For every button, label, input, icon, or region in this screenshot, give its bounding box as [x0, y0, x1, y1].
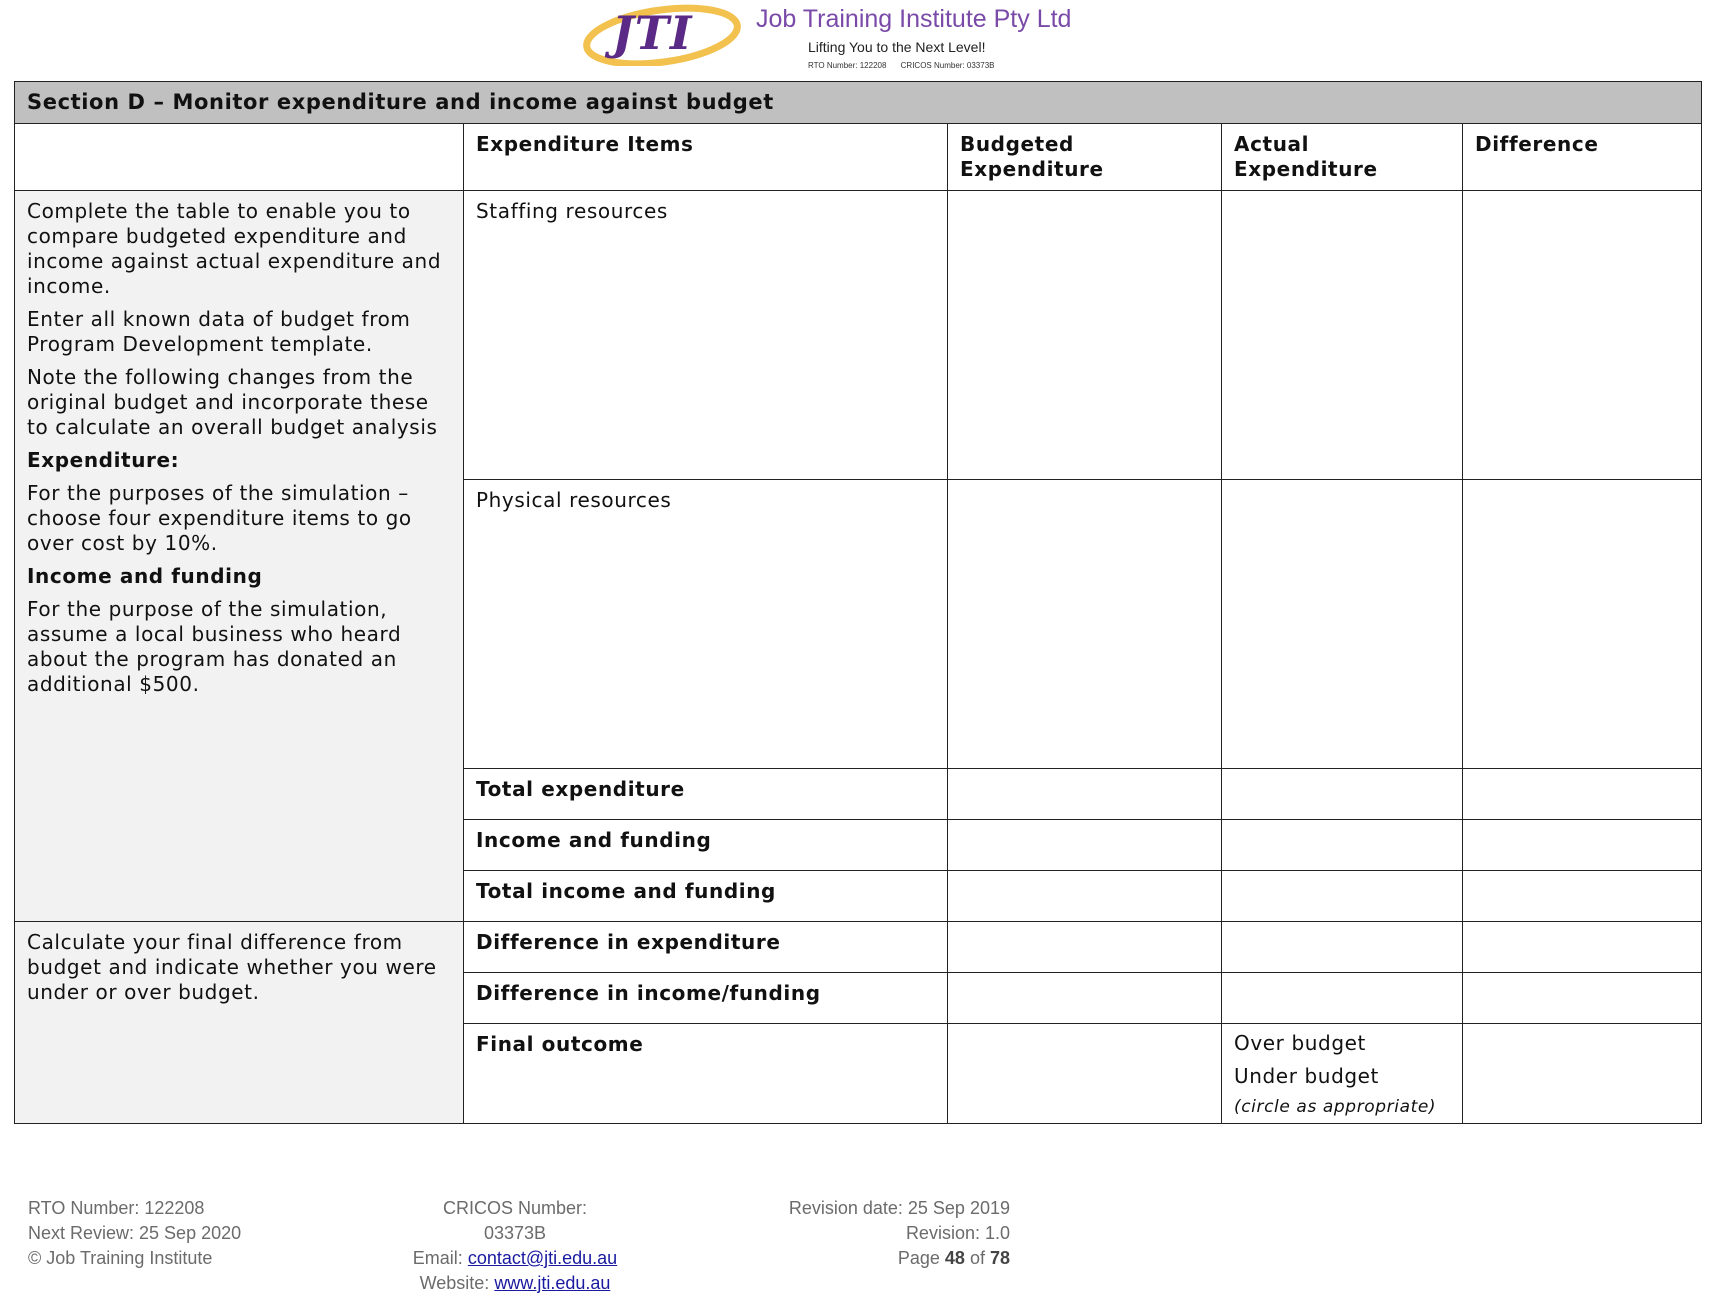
- final-instruction-cell: Calculate your final difference from budget and indicate whether you were under or over budget.: [15, 922, 464, 1124]
- expenditure-heading: Expenditure:: [27, 448, 180, 472]
- footer-revision: Revision: 1.0: [905, 1223, 1010, 1243]
- instruction-p3: Note the following changes from the original budget and incorporate these to calculate an overall budget analysis: [27, 365, 438, 439]
- total-income-budgeted-cell[interactable]: [948, 871, 1222, 922]
- col-header-budgeted: Budgeted Expenditure: [948, 124, 1222, 191]
- footer-col-left: [28, 1196, 241, 1271]
- income-actual-cell[interactable]: [1222, 820, 1463, 871]
- income-budgeted-cell[interactable]: [948, 820, 1222, 871]
- instruction-p2: Enter all known data of budget from Program Development template.: [27, 307, 411, 356]
- col-header-difference: Difference: [1463, 124, 1702, 191]
- over-budget-option[interactable]: Over budget: [1234, 1031, 1366, 1055]
- total-expenditure-budgeted-cell[interactable]: [948, 769, 1222, 820]
- section-title: Section D – Monitor expenditure and income against budget: [15, 82, 1702, 124]
- header-blank-cell: [15, 124, 464, 191]
- page-header: [0, 0, 1710, 80]
- final-outcome-options: [1222, 1024, 1463, 1124]
- email-link[interactable]: contact@jti.edu.au: [467, 1248, 618, 1268]
- physical-actual-cell[interactable]: [1222, 480, 1463, 769]
- row-label-income-funding: Income and funding: [464, 820, 948, 871]
- footer-page-number: Page 48 of 78: [897, 1248, 1010, 1268]
- col-header-actual: Actual Expenditure: [1222, 124, 1463, 191]
- rto-small: RTO Number: 122208: [808, 61, 887, 70]
- instructions-cell: [15, 191, 464, 922]
- row-label-diff-expenditure: Difference in expenditure: [464, 922, 948, 973]
- footer-website-line: Website: www.jti.edu.au: [419, 1273, 611, 1293]
- footer-revision-date: Revision date: 25 Sep 2019: [788, 1198, 1010, 1218]
- diff-expenditure-actual-cell[interactable]: [1222, 922, 1463, 973]
- total-expenditure-difference-cell[interactable]: [1463, 769, 1702, 820]
- col-header-items: Expenditure Items: [464, 124, 948, 191]
- footer-next-review: Next Review: 25 Sep 2020: [28, 1223, 242, 1243]
- logo-text: JTI: [612, 6, 693, 60]
- diff-income-difference-cell[interactable]: [1463, 973, 1702, 1024]
- under-budget-option[interactable]: Under budget: [1234, 1064, 1380, 1088]
- instruction-p4: For the purposes of the simulation – choose four expenditure items to go over cost by 10%.: [27, 481, 412, 555]
- registration-line: [808, 61, 994, 70]
- row-label-final-outcome: Final outcome: [464, 1024, 948, 1124]
- staffing-budgeted-cell[interactable]: [948, 191, 1222, 480]
- physical-budgeted-cell[interactable]: [948, 480, 1222, 769]
- diff-income-actual-cell[interactable]: [1222, 973, 1463, 1024]
- staffing-actual-cell[interactable]: [1222, 191, 1463, 480]
- diff-income-budgeted-cell[interactable]: [948, 973, 1222, 1024]
- final-outcome-budgeted-cell[interactable]: [948, 1024, 1222, 1124]
- footer-col-middle: [410, 1196, 620, 1296]
- footer-rto: RTO Number: 122208: [28, 1198, 205, 1218]
- diff-expenditure-budgeted-cell[interactable]: [948, 922, 1222, 973]
- row-label-total-expenditure: Total expenditure: [464, 769, 948, 820]
- website-link[interactable]: www.jti.edu.au: [494, 1273, 611, 1293]
- income-heading: Income and funding: [27, 564, 263, 588]
- staffing-difference-cell[interactable]: [1463, 191, 1702, 480]
- circle-note: (circle as appropriate): [1234, 1097, 1437, 1117]
- physical-difference-cell[interactable]: [1463, 480, 1702, 769]
- cricos-small: CRICOS Number: 03373B: [900, 61, 995, 70]
- row-label-staffing: Staffing resources: [464, 191, 948, 480]
- final-outcome-difference-cell[interactable]: [1463, 1024, 1702, 1124]
- total-expenditure-actual-cell[interactable]: [1222, 769, 1463, 820]
- total-income-difference-cell[interactable]: [1463, 871, 1702, 922]
- instruction-p5: For the purpose of the simulation, assume a local business who heard about the program has donated an additional $500.: [27, 597, 402, 696]
- footer-email-line: Email: contact@jti.edu.au: [412, 1248, 618, 1268]
- row-label-diff-income: Difference in income/funding: [464, 973, 948, 1024]
- tagline: Lifting You to the Next Level!: [808, 39, 986, 55]
- income-difference-cell[interactable]: [1463, 820, 1702, 871]
- footer-cricos: CRICOS Number: 03373B: [442, 1198, 588, 1243]
- footer-copyright: © Job Training Institute: [28, 1248, 213, 1268]
- total-income-actual-cell[interactable]: [1222, 871, 1463, 922]
- budget-table: [14, 81, 1702, 1124]
- diff-expenditure-difference-cell[interactable]: [1463, 922, 1702, 973]
- footer-col-right: [720, 1196, 1010, 1271]
- row-label-physical: Physical resources: [464, 480, 948, 769]
- row-label-total-income: Total income and funding: [464, 871, 948, 922]
- org-name: Job Training Institute Pty Ltd: [756, 5, 1072, 33]
- instruction-p1: Complete the table to enable you to compare budgeted expenditure and income against actual expenditure and income.: [27, 199, 442, 298]
